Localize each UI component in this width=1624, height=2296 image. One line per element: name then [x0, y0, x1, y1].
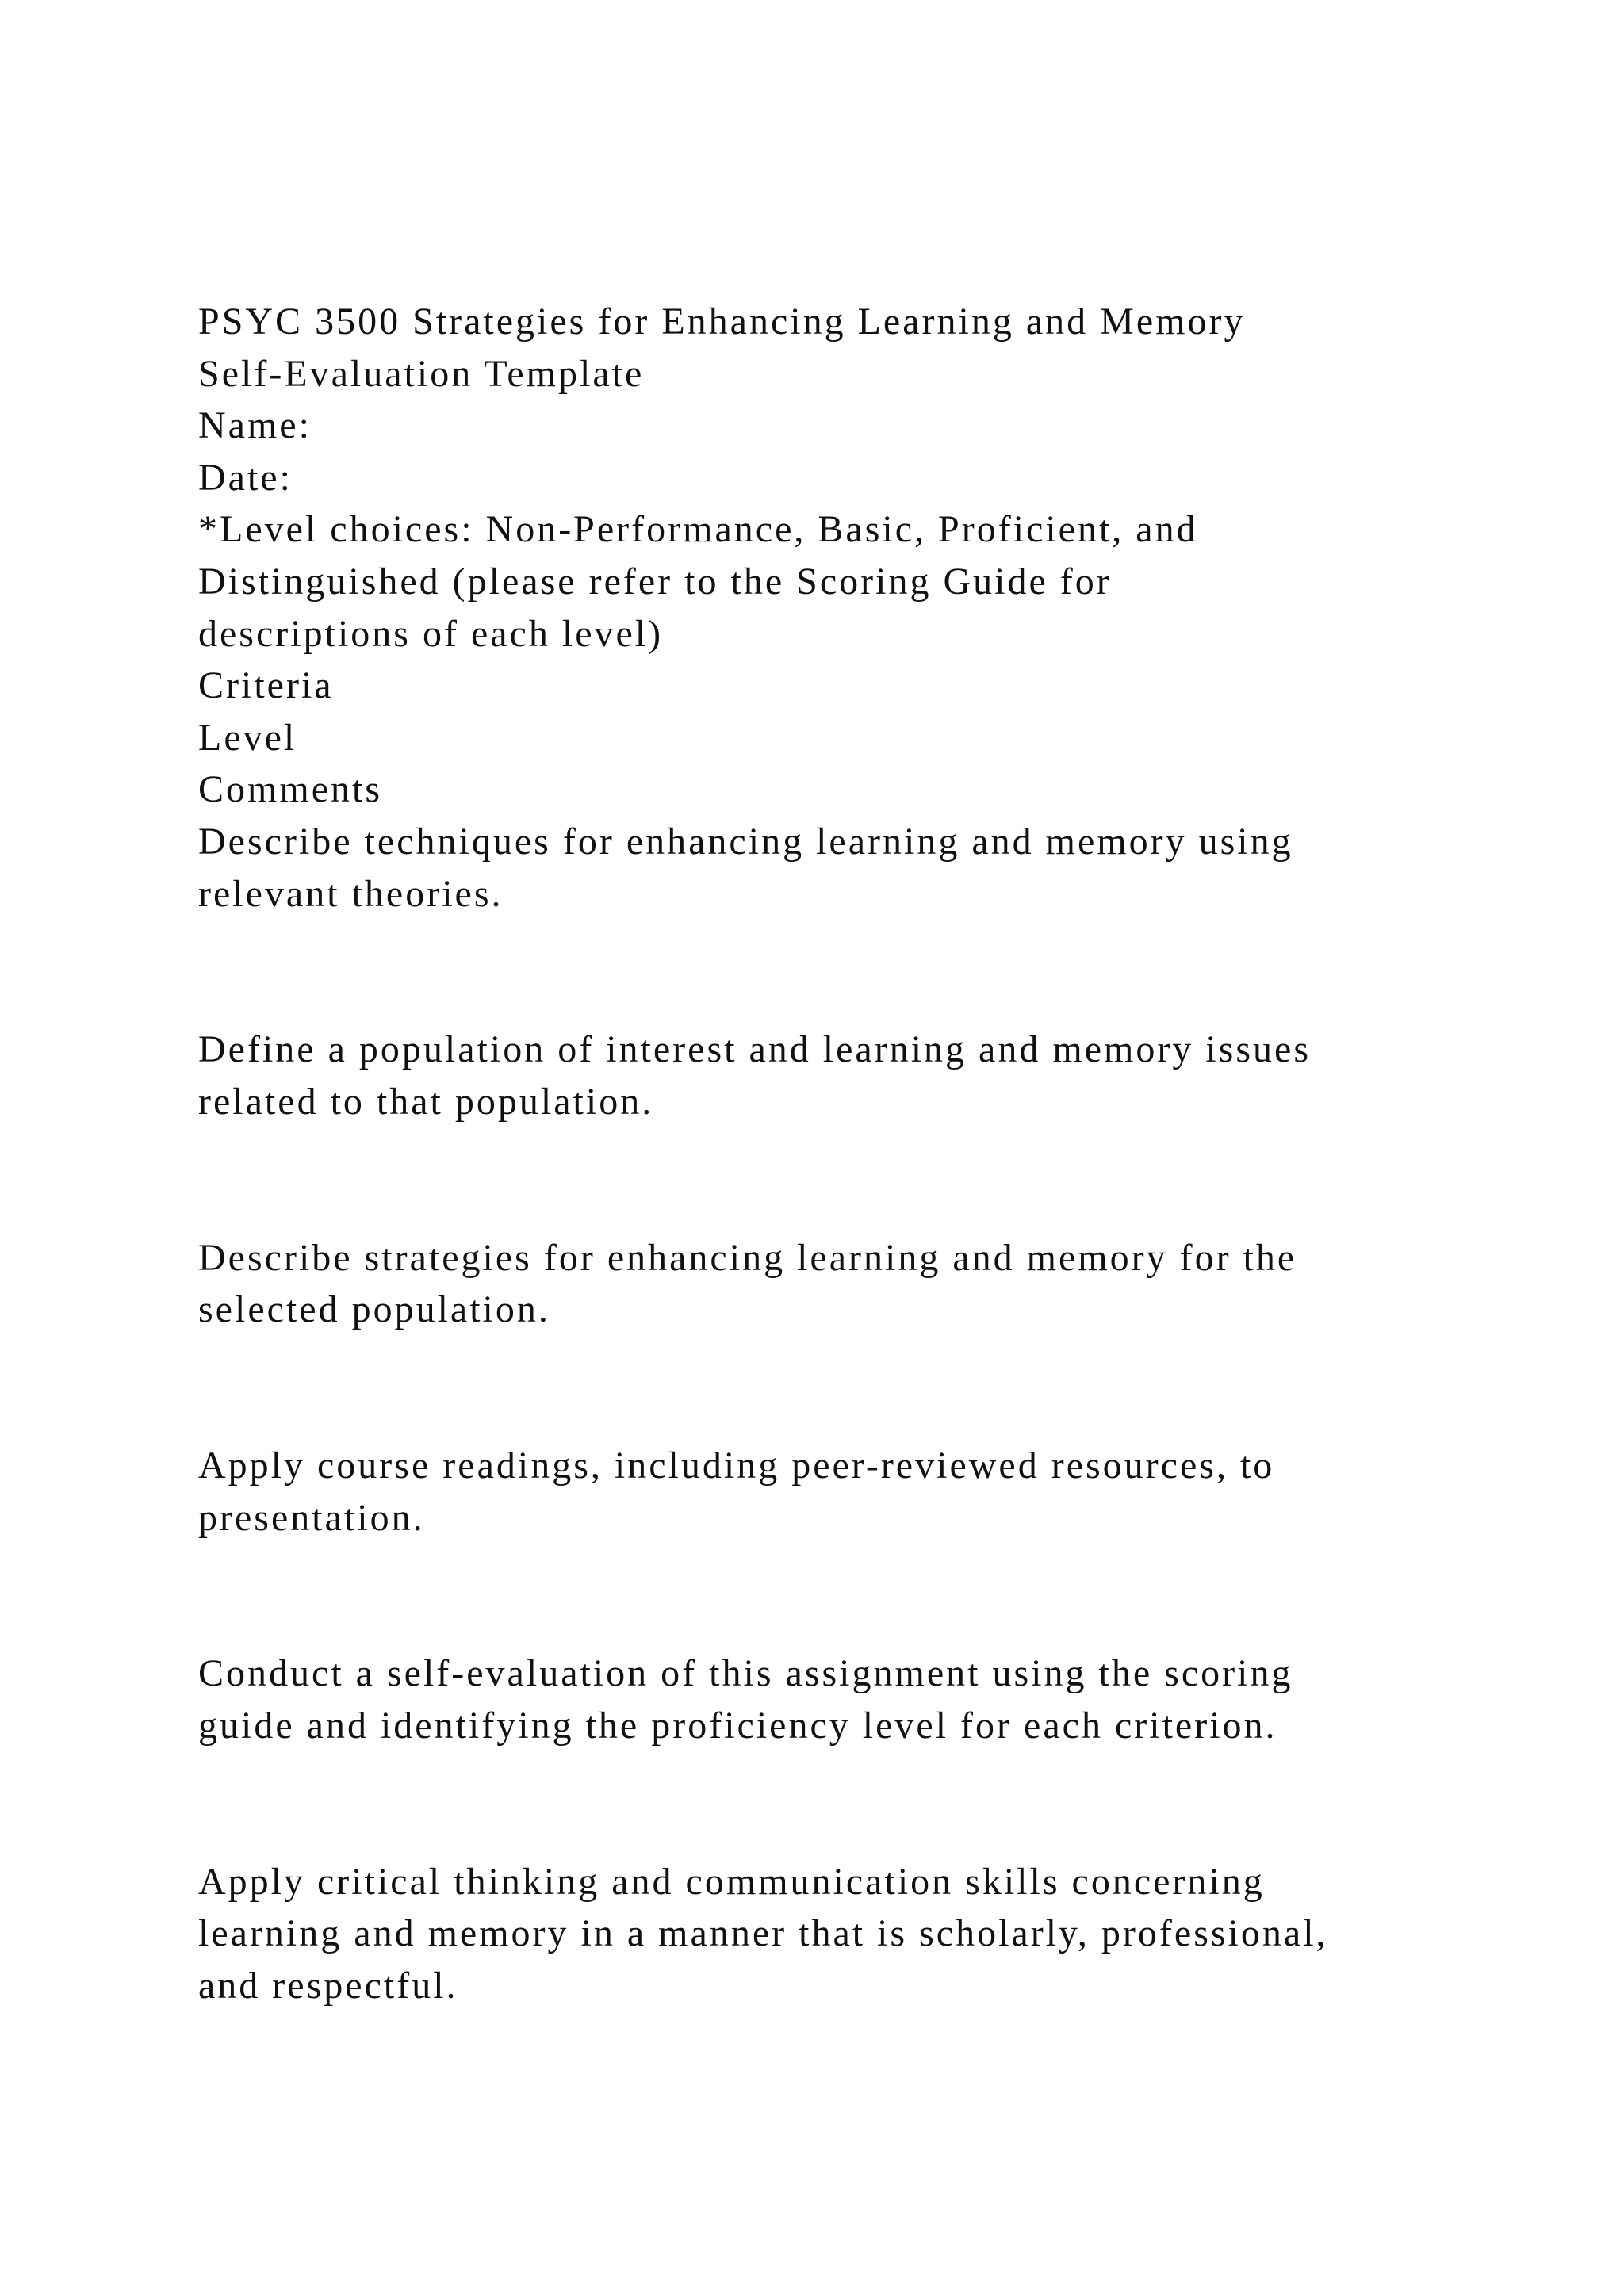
criterion-text: relevant theories.	[198, 872, 504, 915]
criterion-text: guide and identifying the proficiency level for each criterion.	[198, 1705, 1277, 1747]
note-line: Distinguished (please refer to the Scoring Guide for	[198, 560, 1112, 603]
document-body	[198, 296, 1546, 2116]
criterion-item	[198, 1856, 1546, 2012]
criterion-text: Define a population of interest and learning and memory issues	[198, 1028, 1311, 1071]
criterion-text: presentation.	[198, 1496, 425, 1539]
criterion-item	[198, 1024, 1546, 1127]
criterion-item	[198, 816, 1546, 920]
criterion-text: Describe strategies for enhancing learning and memory for the	[198, 1236, 1297, 1279]
criterion-text: Apply course readings, including peer-reviewed resources, to	[198, 1445, 1275, 1487]
document-subtitle: Self-Evaluation Template	[198, 352, 645, 395]
criterion-item	[198, 1647, 1546, 1751]
criteria-list	[198, 816, 1546, 2012]
header-criteria: Criteria	[198, 664, 334, 707]
criterion-text: and respectful.	[198, 1965, 458, 2007]
criterion-text: related to that population.	[198, 1080, 654, 1123]
criterion-text: Apply critical thinking and communication skills concerning	[198, 1860, 1265, 1903]
name-label: Name:	[198, 404, 312, 447]
criterion-text: Conduct a self-evaluation of this assignment using the scoring	[198, 1652, 1293, 1695]
criterion-text: Describe techniques for enhancing learning and memory using	[198, 820, 1293, 863]
document-title: PSYC 3500 Strategies for Enhancing Learning and Memory	[198, 300, 1246, 342]
criterion-text: learning and memory in a manner that is scholarly, professional,	[198, 1912, 1328, 1955]
header-level: Level	[198, 716, 297, 759]
level-choices-note	[198, 503, 1546, 660]
criterion-text: selected population.	[198, 1288, 550, 1331]
criterion-item	[198, 1232, 1546, 1336]
note-line: *Level choices: Non-Performance, Basic, Proficient, and	[198, 508, 1198, 551]
date-label: Date:	[198, 456, 293, 499]
criterion-item	[198, 1440, 1546, 1544]
note-line: descriptions of each level)	[198, 612, 664, 655]
header-comments: Comments	[198, 768, 383, 811]
